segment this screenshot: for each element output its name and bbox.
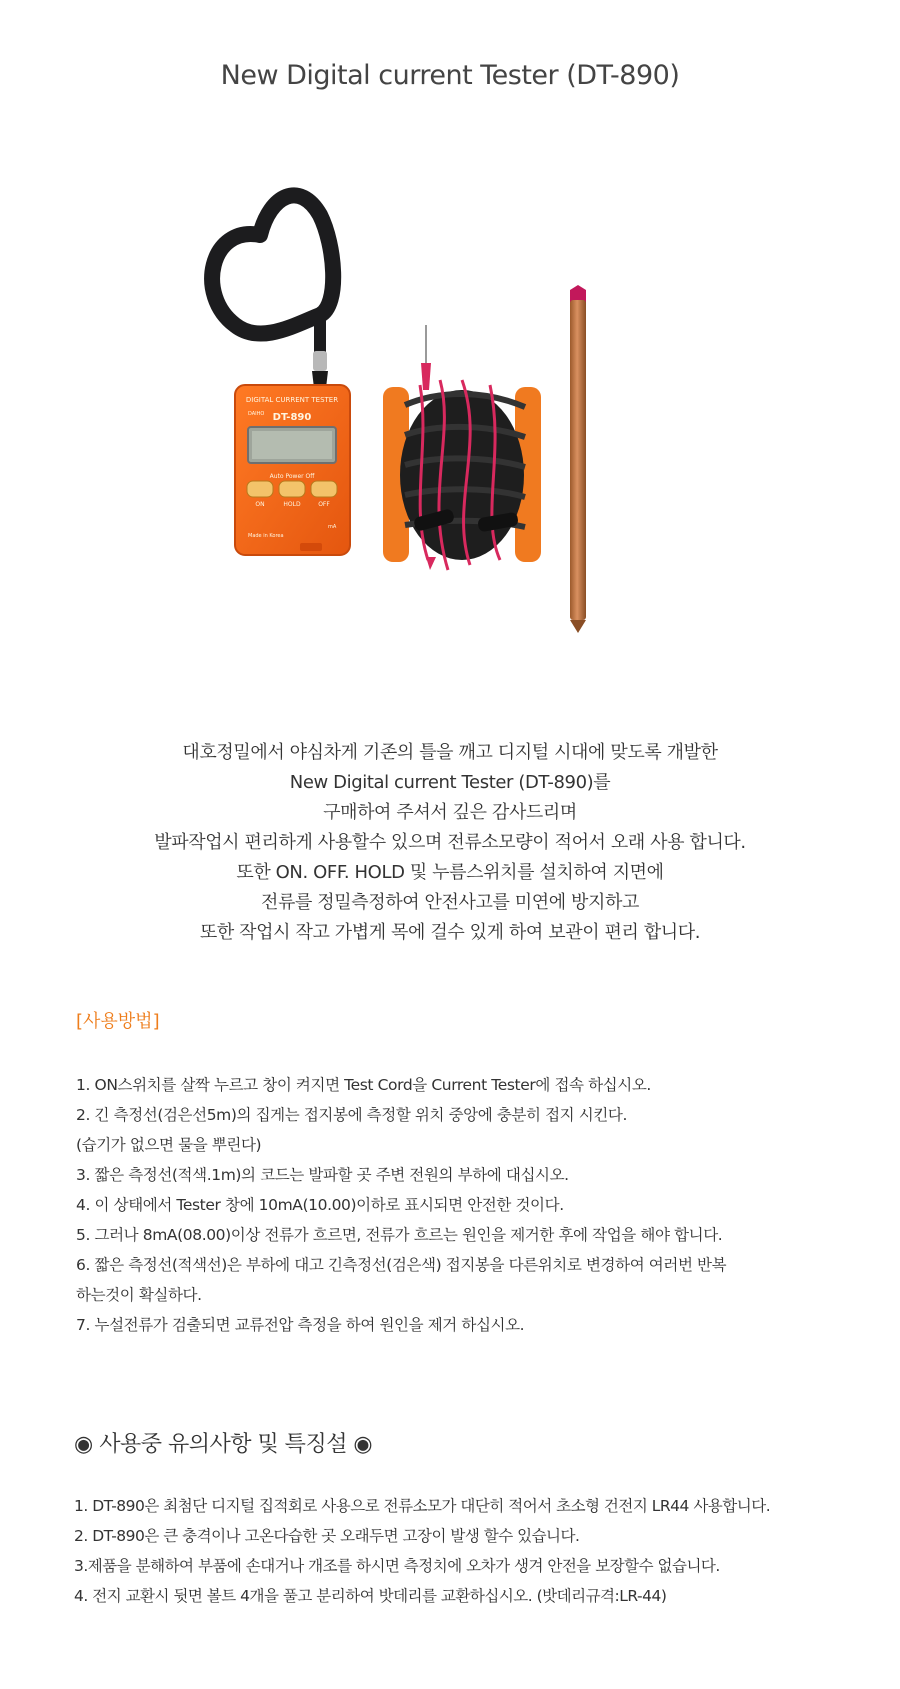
usage-item: 7. 누설전류가 검출되면 교류전압 측정을 하여 원인을 제거 하십시오.: [76, 1316, 525, 1334]
intro-line: 구매하여 주셔서 깊은 감사드리며: [323, 802, 577, 823]
device-btn-on: ON: [255, 501, 265, 508]
ground-rod: [570, 285, 586, 633]
device-auto-power: Auto Power Off: [269, 473, 315, 480]
intro-text: [0, 738, 900, 948]
usage-item: 4. 이 상태에서 Tester 창에 10mA(10.00)이하로 표시되면 안전한 것이다.: [76, 1196, 564, 1214]
device-btn-off: OFF: [318, 501, 330, 508]
notes-item: 1. DT-890은 최첨단 디지털 집적회로 사용으로 전류소모가 대단히 적어서 초소형 건전지 LR44 사용합니다.: [74, 1497, 771, 1515]
usage-item: 하는것이 확실하다.: [76, 1286, 202, 1304]
device-ma-label: mA: [328, 524, 337, 530]
product-photo: [200, 175, 680, 695]
notes-item: 2. DT-890은 큰 충격이나 고온다습한 곳 오래두면 고장이 발생 할수 있습니다.: [74, 1527, 580, 1545]
device-label-top: DIGITAL CURRENT TESTER: [245, 396, 339, 404]
intro-line: New Digital current Tester (DT-890)를: [289, 772, 611, 793]
usage-item: 2. 긴 측정선(검은선5m)의 집게는 접지봉에 측정할 위치 중앙에 충분히 접지 시킨다.: [76, 1106, 628, 1124]
intro-line: 전류를 정밀측정하여 안전사고를 미연에 방지하고: [260, 892, 640, 913]
tester-device: [235, 385, 350, 555]
usage-item: 5. 그러나 8mA(08.00)이상 전류가 흐르면, 전류가 흐르는 원인을 제거한 후에 작업을 해야 합니다.: [76, 1226, 723, 1244]
usage-item: (습기가 없으면 물을 뿌린다): [76, 1136, 262, 1154]
usage-list: [76, 1070, 856, 1340]
usage-item: 6. 짧은 측정선(적색선)은 부하에 대고 긴측정선(검은색) 접지봉을 다른위치로 변경하여 여러번 반복: [76, 1256, 727, 1274]
page-title: New Digital current Tester (DT-890): [220, 60, 680, 91]
device-model: DT-890: [272, 412, 312, 423]
notes-list: [74, 1491, 874, 1611]
usage-heading: [사용방법]: [76, 1011, 160, 1032]
usage-item: 3. 짧은 측정선(적색.1m)의 코드는 발파할 곳 주변 전원의 부하에 대십시오.: [76, 1166, 569, 1184]
intro-line: 대호정밀에서 야심차게 기존의 틀을 깨고 디지털 시대에 맞도록 개발한: [182, 742, 718, 763]
device-btn-hold: HOLD: [283, 501, 301, 508]
intro-line: 발파작업시 편리하게 사용할수 있으며 전류소모량이 적어서 오래 사용 합니다.: [154, 832, 746, 853]
notes-item: 4. 전지 교환시 뒷면 볼트 4개을 풀고 분리하여 밧데리를 교환하십시오. (밧데리규격:LR-44): [74, 1587, 667, 1605]
device-brand: DAIHO: [248, 411, 265, 417]
intro-line: 또한 작업시 작고 가볍게 목에 걸수 있게 하여 보관이 편리 합니다.: [199, 922, 701, 943]
cable-reel: [383, 325, 541, 570]
notes-item: 3.제품을 분해하여 부품에 손대거나 개조를 하시면 측정치에 오차가 생겨 안전을 보장할수 없습니다.: [74, 1557, 720, 1575]
notes-heading: ◉ 사용중 유의사항 및 특징설 ◉: [74, 1432, 373, 1457]
intro-line: 또한 ON. OFF. HOLD 및 누름스위치를 설치하여 지면에: [236, 862, 664, 883]
usage-item: 1. ON스위치를 살짝 누르고 창이 켜지면 Test Cord을 Current Tester에 접속 하십시오.: [76, 1076, 651, 1094]
device-made-in: Made in Korea: [248, 533, 284, 539]
